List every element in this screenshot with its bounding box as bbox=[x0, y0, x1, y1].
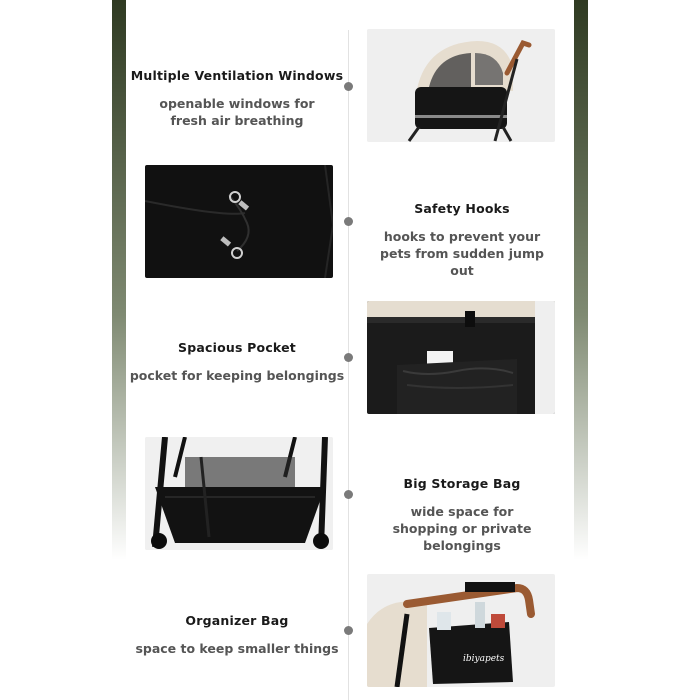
left-backdrop bbox=[112, 0, 126, 700]
feature-safety-hooks bbox=[352, 201, 572, 279]
organizer-bag-photo bbox=[367, 574, 555, 687]
feature-desc: hooks to prevent your pets from sudden jump out bbox=[380, 229, 544, 278]
brand-logo: ibiyapets bbox=[463, 654, 505, 664]
feature-title: Safety Hooks bbox=[414, 201, 510, 216]
feature-spacious-pocket bbox=[127, 340, 347, 384]
storage-bag-photo bbox=[145, 437, 333, 550]
feature-title: Organizer Bag bbox=[185, 613, 289, 628]
feature-title: Spacious Pocket bbox=[178, 340, 296, 355]
feature-title: Multiple Ventilation Windows bbox=[130, 68, 344, 83]
feature-storage-bag bbox=[352, 476, 572, 554]
feature-desc: wide space for shopping or private belongings bbox=[392, 504, 532, 553]
feature-title: Big Storage Bag bbox=[403, 476, 521, 491]
feature-desc: space to keep smaller things bbox=[135, 641, 339, 656]
safety-hooks-photo bbox=[145, 165, 333, 278]
right-backdrop bbox=[574, 0, 588, 700]
feature-desc: pocket for keeping belongings bbox=[129, 368, 345, 383]
feature-ventilation bbox=[127, 68, 347, 129]
spacious-pocket-photo bbox=[367, 301, 555, 414]
feature-organizer-bag bbox=[127, 613, 347, 657]
feature-desc: openable windows for fresh air breathing bbox=[159, 96, 315, 128]
stroller-ventilation-photo bbox=[367, 29, 555, 142]
timeline-line bbox=[348, 30, 349, 700]
